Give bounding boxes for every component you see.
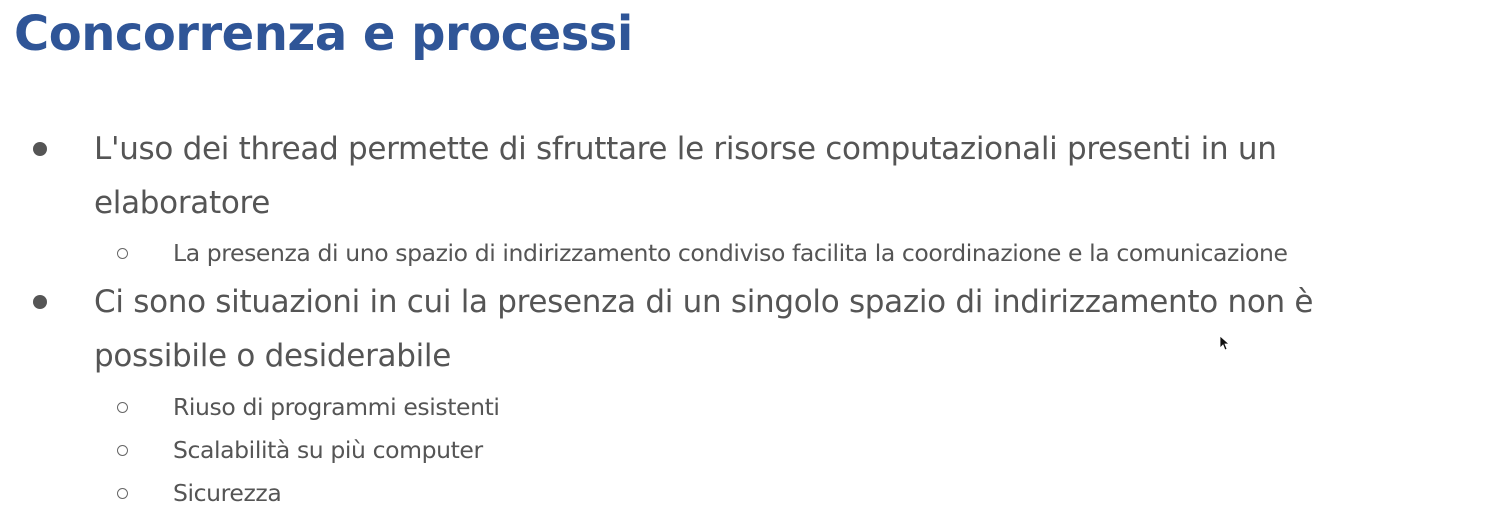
bullet-text: Ci sono situazioni in cui la presenza di un singolo spazio di indirizzamento non è possibile o desiderabile [94,284,1314,374]
sub-bullet-text: Sicurezza [173,479,282,507]
bullet-text: L'uso dei thread permette di sfruttare le risorse computazionali presenti in un elaboratore [94,131,1277,221]
sub-bullet-circle-icon [117,445,128,456]
sub-bullet-text: Riuso di programmi esistenti [173,393,500,421]
slide-title: Concorrenza e processi [14,6,633,62]
bullet-dot-icon [30,139,50,159]
sub-bullet-circle-icon [117,248,128,259]
sub-bullet-circle-icon [117,402,128,413]
sub-bullet-circle-icon [117,488,128,499]
mouse-pointer-icon [1219,335,1229,351]
bullet-dot-icon [30,292,50,312]
sub-bullet-text: La presenza di uno spazio di indirizzamento condiviso facilita la coordinazione e la comunicazione [173,239,1288,267]
sub-bullet-text: Scalabilità su più computer [173,436,483,464]
